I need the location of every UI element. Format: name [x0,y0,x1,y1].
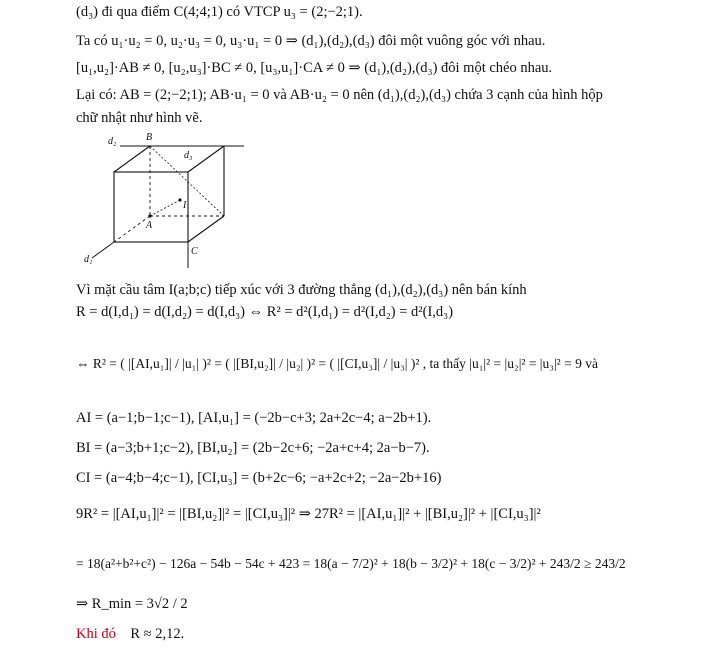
label-a: A [146,220,153,231]
point-a [148,214,151,217]
text-line-12: 9R² = |[AI,u₁]|² = |[BI,u₂]|² = |[CI,u₃]|² ⇒ 27R² = |[AI,u₁]|² + |[BI,u₂]|² + |[CI,u₃]|² [76,506,541,522]
text-line-4: Lại có: AB = (2;−2;1); AB·u₁ = 0 và AB·u₂ = 0 nên (d₁),(d₂),(d₃) chứa 3 cạnh của hình hộp [76,87,603,103]
text-line-14: ⇒ R_min = 3√2 / 2 [76,596,188,612]
text-line-9: AI = (a−1;b−1;c−1), [AI,u₁] = (−2b−c+3; 2a+2c−4; a−2b+1). [76,410,432,426]
text-line-3: [u₁,u₂]·AB ≠ 0, [u₂,u₃]·BC ≠ 0, [u₃,u₁]·CA ≠ 0 ⇒ (d₁),(d₂),(d₃) đôi một chéo nhau. [76,60,553,76]
label-d1: d₁ [84,254,93,265]
label-d3: d₃ [184,150,193,161]
text-line-11: CI = (a−4;b−4;c−1), [CI,u₃] = (b+2c−6; −a+2c+2; −2a−2b+16) [76,470,442,486]
final-value: R ≈ 2,12. [130,626,185,642]
text-line-8: ⇔ R² = ( |[AI,u₁]| / |u₁| )² = ( |[BI,u₂]| / |u₂| )² = ( |[CI,u₃]| / |u₃| )² , ta thấy |u₁|² = |u₂|² = |u₃|² = 9 và [76,356,598,371]
edge-bottom-right [188,216,224,242]
front-face [114,172,188,242]
label-d2: d₂ [108,136,117,147]
text-line-6: Vì mặt cầu tâm I(a;b;c) tiếp xúc với 3 đường thẳng (d₁),(d₂),(d₃) nên bán kính [76,282,527,298]
point-i [178,198,181,201]
label-b: B [146,132,153,143]
segment-ai [150,200,180,216]
text-line-1: (d₃) đi qua điểm C(4;4;1) có VTCP u₃ = (2;−2;1). [76,4,363,20]
text-line-13: = 18(a²+b²+c²) − 126a − 54b − 54c + 423 = 18(a − 7/2)² + 18(b − 3/2)² + 18(c − 3/2)² + 243/2 ≥ 243/2 [76,556,626,571]
text-line-10: BI = (a−3;b+1;c−2), [BI,u₂] = (2b−2c+6; −2a+c+4; 2a−b−7). [76,440,430,456]
line-d1 [92,242,114,258]
hidden-edge-depth [114,216,150,242]
final-answer-line [76,626,716,643]
rectangular-box-figure [84,130,254,272]
edge-top-left [114,146,150,172]
final-label: Khi đó [76,626,116,642]
edge-top-right [188,146,224,172]
label-c: C [191,246,198,257]
text-line-5: chữ nhật như hình vẽ. [76,110,203,126]
text-line-7: R = d(I,d₁) = d(I,d₂) = d(I,d₃) ⇔ R² = d²(I,d₁) = d²(I,d₂) = d²(I,d₃) [76,304,454,320]
text-line-2: Ta có u₁·u₂ = 0, u₂·u₃ = 0, u₃·u₁ = 0 ⇒ (d₁),(d₂),(d₃) đôi một vuông góc với nhau. [76,33,546,49]
label-i: I [183,200,187,211]
box-diagram [84,130,254,272]
